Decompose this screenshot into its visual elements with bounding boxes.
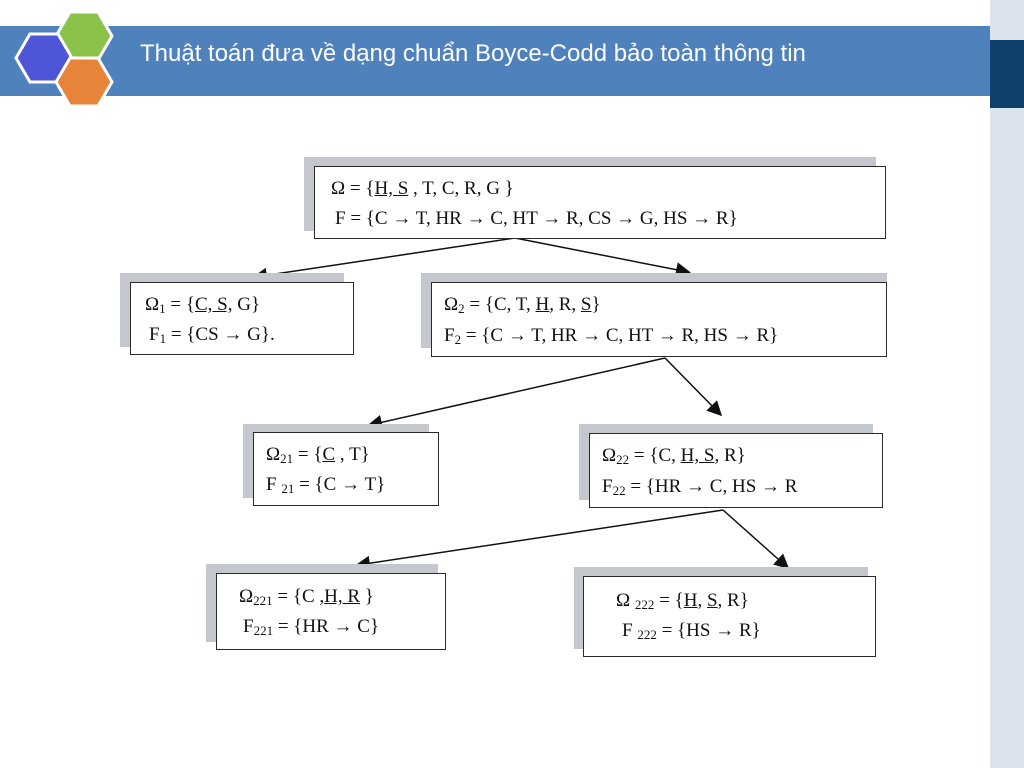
n22-f-line bbox=[602, 475, 797, 503]
omega-pre: = {C, bbox=[629, 445, 681, 466]
f-symbol: F bbox=[602, 476, 613, 497]
omega-subscript: 222 bbox=[634, 597, 655, 612]
n22-omega-line bbox=[602, 444, 746, 472]
omega-pre: = {C, T, bbox=[464, 294, 536, 315]
omega-subscript: 1 bbox=[159, 301, 166, 316]
n221-omega-line bbox=[239, 585, 374, 613]
omega-symbol: Ω bbox=[266, 444, 281, 465]
omega-subscript: 22 bbox=[616, 452, 630, 467]
omega-symbol: Ω bbox=[616, 590, 635, 611]
node-n1 bbox=[130, 282, 354, 355]
edge-n2-n22 bbox=[665, 358, 720, 414]
f-eq: = {C → T} bbox=[294, 474, 386, 495]
omega-mid: , bbox=[697, 590, 707, 611]
omega-key: H bbox=[683, 590, 698, 611]
omega-key: C bbox=[322, 444, 336, 465]
n1-omega-line bbox=[145, 293, 260, 321]
f-symbol: F bbox=[335, 208, 346, 229]
n1-f-line bbox=[149, 323, 275, 351]
slide-title: Thuật toán đưa về dạng chuẩn Boyce-Codd bảo toàn thông tin bbox=[140, 40, 806, 67]
omega-rest: } bbox=[591, 294, 601, 315]
n222-omega-line bbox=[616, 589, 749, 617]
f-subscript: 2 bbox=[454, 332, 462, 347]
omega-symbol: Ω bbox=[602, 445, 617, 466]
f-symbol: F bbox=[243, 616, 254, 637]
f-subscript: 1 bbox=[159, 331, 167, 346]
edge-n22-n222 bbox=[723, 510, 787, 567]
omega-eq: = { bbox=[293, 444, 323, 465]
omega-key-2: S bbox=[580, 294, 592, 315]
omega-key: H, R bbox=[324, 586, 361, 607]
edge-root-n1 bbox=[255, 238, 515, 277]
f-subscript: 222 bbox=[637, 627, 657, 642]
node-root bbox=[314, 166, 886, 239]
f-subscript: 22 bbox=[612, 483, 626, 498]
f-eq: = {HR → C} bbox=[273, 616, 380, 637]
omega-symbol: Ω bbox=[444, 294, 459, 315]
edge-n2-n21 bbox=[370, 358, 665, 425]
omega-pre: = { bbox=[654, 590, 684, 611]
n221-f-line bbox=[243, 615, 379, 643]
f-subscript: 221 bbox=[253, 623, 274, 638]
omega-mid: , R, bbox=[549, 294, 581, 315]
node-n222 bbox=[583, 576, 876, 657]
omega-pre: = {C , bbox=[272, 586, 325, 607]
f-eq: = {C → T, HR → C, HT → R, HS → R} bbox=[461, 325, 779, 346]
omega-eq: = { bbox=[345, 178, 375, 199]
edge-n22-n221 bbox=[358, 510, 723, 565]
omega-rest: } bbox=[360, 586, 374, 607]
root-omega-line bbox=[331, 177, 514, 201]
omega-subscript: 21 bbox=[280, 451, 294, 466]
omega-symbol: Ω bbox=[331, 178, 346, 199]
omega-rest: , T, C, R, G } bbox=[408, 178, 514, 199]
n2-omega-line bbox=[444, 293, 601, 321]
f-symbol: F bbox=[444, 325, 455, 346]
node-n2 bbox=[431, 282, 887, 357]
omega-rest: , T} bbox=[335, 444, 370, 465]
omega-key: H, S bbox=[680, 445, 715, 466]
n2-f-line bbox=[444, 324, 778, 352]
root-f-line bbox=[335, 207, 738, 231]
n21-f-line bbox=[266, 473, 385, 501]
f-eq: = {HR → C, HS → R bbox=[625, 476, 798, 497]
f-subscript: 21 bbox=[281, 481, 295, 496]
omega-subscript: 221 bbox=[253, 593, 273, 608]
omega-key-2: S bbox=[706, 590, 718, 611]
omega-rest: , R} bbox=[714, 445, 746, 466]
f-eq: = {HS → R} bbox=[656, 620, 761, 641]
n21-omega-line bbox=[266, 443, 370, 471]
f-symbol: F bbox=[622, 620, 638, 641]
omega-rest: G} bbox=[232, 294, 261, 315]
omega-symbol: Ω bbox=[145, 294, 160, 315]
node-n221 bbox=[216, 573, 446, 650]
edge-root-n2 bbox=[515, 238, 688, 272]
omega-symbol: Ω bbox=[239, 586, 254, 607]
omega-key: C, S, bbox=[194, 294, 233, 315]
f-eq: = {C → T, HR → C, HT → R, CS → G, HS → R} bbox=[345, 208, 738, 229]
node-n22 bbox=[589, 433, 883, 508]
f-symbol: F bbox=[149, 324, 160, 345]
n222-f-line bbox=[622, 619, 761, 647]
omega-eq: = { bbox=[165, 294, 195, 315]
f-eq: = {CS → G}. bbox=[166, 324, 275, 345]
omega-subscript: 2 bbox=[458, 301, 465, 316]
f-symbol: F bbox=[266, 474, 282, 495]
omega-rest: , R} bbox=[717, 590, 749, 611]
omega-key: H, S bbox=[374, 178, 409, 199]
node-n21 bbox=[253, 432, 439, 506]
omega-key: H bbox=[535, 294, 550, 315]
